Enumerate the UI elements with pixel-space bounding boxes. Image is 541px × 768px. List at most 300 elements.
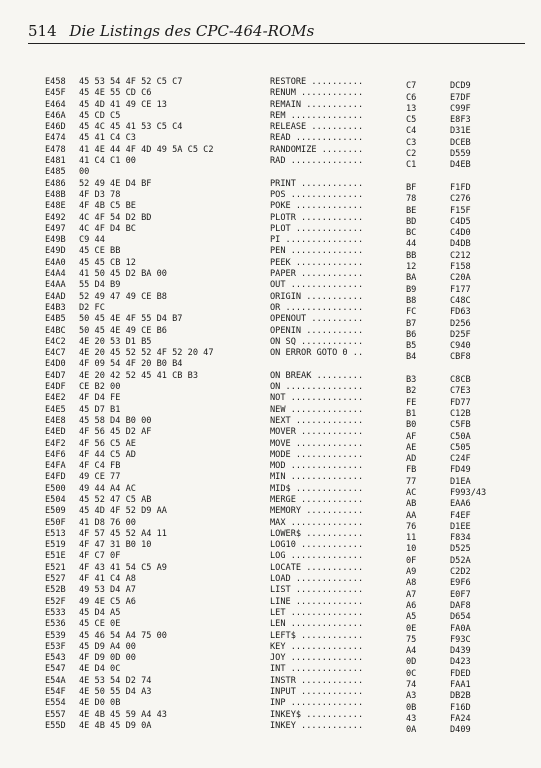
token-row — [270, 438, 525, 453]
token-code: 10 — [406, 544, 417, 555]
hex-address: E4FD — [45, 472, 66, 483]
hex-row — [45, 484, 260, 495]
hex-row — [45, 156, 260, 167]
hex-address: E533 — [45, 607, 66, 618]
token-code: A7 — [406, 589, 417, 600]
token-address: C940 — [450, 341, 471, 352]
token-name: LOG10 ............ — [270, 540, 364, 551]
token-address: E7DF — [450, 92, 471, 103]
token-row — [270, 427, 525, 442]
hex-bytes: 49 44 A4 AC — [79, 483, 136, 494]
token-address: D409 — [450, 725, 471, 736]
token-row — [270, 574, 525, 589]
token-code: BF — [406, 182, 417, 193]
token-address: E8F3 — [450, 115, 471, 126]
token-code: A4 — [406, 646, 417, 657]
hex-row — [45, 698, 260, 709]
token-row — [270, 257, 525, 273]
hex-row — [45, 122, 260, 133]
hex-address: E4FA — [45, 461, 66, 472]
token-row — [270, 144, 525, 160]
token-code: 77 — [406, 476, 417, 487]
token-code: 76 — [406, 521, 417, 532]
token-code: BA — [406, 273, 417, 284]
hex-address: E4AD — [45, 291, 66, 302]
token-row — [270, 528, 525, 544]
hex-row — [45, 179, 260, 190]
hex-row — [45, 77, 260, 88]
token-name: PI ............... — [270, 235, 364, 246]
hex-row — [45, 450, 260, 461]
token-name: PLOTR ............ — [270, 212, 364, 223]
hex-row — [45, 631, 260, 642]
token-row — [270, 619, 525, 634]
token-address: D525 — [450, 544, 471, 555]
hex-address: E486 — [45, 178, 66, 189]
token-row — [270, 698, 525, 713]
hex-row — [45, 100, 260, 111]
hex-address: E4E5 — [45, 404, 66, 415]
token-code: 44 — [406, 239, 417, 250]
hex-bytes: 4E 20 42 52 45 41 CB B3 — [79, 370, 198, 381]
hex-bytes: 45 58 D4 B0 00 — [79, 415, 152, 426]
token-address: C20A — [450, 273, 471, 284]
hex-address: E4A4 — [45, 269, 66, 280]
token-code: BE — [406, 205, 417, 216]
hex-address: E4C2 — [45, 336, 66, 347]
token-address: D256 — [450, 318, 471, 329]
token-name: MEMORY ........... — [270, 506, 364, 517]
token-address: E0F7 — [450, 589, 471, 600]
hex-row — [45, 393, 260, 404]
token-address: C276 — [450, 194, 471, 205]
hex-address: E513 — [45, 528, 66, 539]
hex-address: E48E — [45, 201, 66, 212]
token-row — [270, 675, 525, 691]
token-address: DAF8 — [450, 600, 471, 611]
token-code: B2 — [406, 386, 417, 397]
token-name: PAPER ............ — [270, 269, 364, 280]
token-code: C7 — [406, 81, 417, 92]
token-name: ORIGIN ........... — [270, 291, 364, 302]
token-code: B8 — [406, 295, 417, 306]
hex-bytes: 4E 50 55 D4 A3 — [79, 687, 152, 698]
token-address: D25F — [450, 329, 471, 340]
page-number: 514 — [28, 22, 57, 40]
token-code: A8 — [406, 578, 417, 589]
hex-address: E485 — [45, 167, 66, 178]
token-row — [270, 189, 525, 205]
token-address: FA0A — [450, 623, 471, 634]
token-address: C48C — [450, 295, 471, 306]
hex-bytes: 45 45 CB 12 — [79, 257, 136, 268]
page-header — [28, 22, 525, 44]
token-row — [270, 709, 525, 724]
hex-row — [45, 439, 260, 450]
token-row — [270, 201, 525, 216]
token-row — [270, 472, 525, 487]
hex-row — [45, 405, 260, 416]
token-code: C3 — [406, 137, 417, 148]
token-name: RELEASE .......... — [270, 122, 364, 133]
token-row — [270, 664, 525, 679]
token-row — [270, 449, 525, 465]
token-name: MID$ ............. — [270, 483, 364, 494]
token-code: C5 — [406, 115, 417, 126]
token-row — [270, 585, 525, 600]
token-code: AD — [406, 454, 417, 465]
hex-address: E4A0 — [45, 257, 66, 268]
token-address: F15F — [450, 205, 471, 216]
hex-address: E543 — [45, 653, 66, 664]
token-name: RENUM ............ — [270, 88, 364, 99]
hex-bytes: 41 D8 76 00 — [79, 517, 136, 528]
token-row — [270, 506, 525, 521]
token-code: AA — [406, 510, 417, 521]
hex-bytes: 52 49 47 49 CE B8 — [79, 291, 167, 302]
token-address: F177 — [450, 284, 471, 295]
hex-row — [45, 529, 260, 540]
hex-row — [45, 371, 260, 382]
token-address: C5FB — [450, 420, 471, 431]
hex-row — [45, 292, 260, 303]
token-code: 0D — [406, 657, 417, 668]
hex-address: E4F6 — [45, 449, 66, 460]
token-row — [270, 156, 525, 171]
token-address: F4EF — [450, 510, 471, 521]
token-address: C50A — [450, 431, 471, 442]
token-row — [270, 653, 525, 668]
hex-bytes: 55 D4 B9 — [79, 280, 121, 291]
token-row — [270, 540, 525, 555]
hex-bytes: 50 45 4E 49 CE B6 — [79, 325, 167, 336]
hex-bytes: C9 44 — [79, 235, 105, 246]
token-name: MIN .............. — [270, 472, 364, 483]
token-code: FB — [406, 465, 417, 476]
hex-row — [45, 303, 260, 314]
hex-address: E4C7 — [45, 348, 66, 359]
hex-address: E54F — [45, 687, 66, 698]
token-address: FA24 — [450, 713, 471, 724]
token-address: DCD9 — [450, 81, 471, 92]
token-row — [270, 235, 525, 250]
token-address: FD49 — [450, 465, 471, 476]
hex-bytes: 49 53 D4 A7 — [79, 585, 136, 596]
hex-bytes: 4F 57 45 52 A4 11 — [79, 528, 167, 539]
token-name: RESTORE .......... — [270, 77, 364, 87]
hex-row — [45, 653, 260, 664]
token-address: D439 — [450, 646, 471, 657]
hex-row — [45, 167, 260, 178]
hex-bytes: 45 52 47 C5 AB — [79, 494, 152, 505]
hex-row — [45, 235, 260, 246]
token-code: 0F — [406, 555, 417, 566]
token-row — [270, 687, 525, 702]
token-name: OUT .............. — [270, 280, 364, 291]
token-row — [270, 370, 525, 386]
token-name: RAD .............. — [270, 156, 364, 167]
token-row — [270, 280, 525, 295]
hex-bytes: 4E D4 0C — [79, 664, 121, 675]
hex-bytes: 45 CE 0E — [79, 619, 121, 630]
token-code: B1 — [406, 408, 417, 419]
token-address: C212 — [450, 250, 471, 261]
hex-address: E4E2 — [45, 393, 66, 404]
token-name: MOD .............. — [270, 461, 364, 472]
token-address: D1EE — [450, 521, 471, 532]
hex-bytes: 49 4E C5 A6 — [79, 596, 136, 607]
hex-address: E4DF — [45, 382, 66, 393]
hex-row — [45, 190, 260, 201]
token-address: C505 — [450, 442, 471, 453]
token-address: FDED — [450, 668, 471, 679]
hex-address: E50F — [45, 517, 66, 528]
token-row — [270, 494, 525, 510]
token-name: NEW .............. — [270, 404, 364, 415]
hex-row — [45, 472, 260, 483]
hex-row — [45, 246, 260, 257]
hex-bytes: 4E 20 53 D1 B5 — [79, 336, 152, 347]
hex-address: E519 — [45, 540, 66, 551]
hex-row — [45, 201, 260, 212]
token-code: FC — [406, 307, 417, 318]
token-name: NOT .............. — [270, 393, 364, 404]
hex-row — [45, 348, 260, 359]
hex-bytes: 45 4C 45 41 53 C5 C4 — [79, 122, 183, 133]
hex-bytes: 4E 53 54 D2 74 — [79, 675, 152, 686]
hex-bytes: 4C 4F D4 BC — [79, 223, 136, 234]
hex-address: E49D — [45, 246, 66, 257]
token-code: B3 — [406, 375, 417, 386]
token-code: C2 — [406, 149, 417, 160]
token-address: D4DB — [450, 239, 471, 250]
hex-bytes: D2 FC — [79, 302, 105, 313]
token-row — [270, 461, 525, 476]
token-address: DB2B — [450, 691, 471, 702]
token-code: B7 — [406, 318, 417, 329]
hex-row — [45, 687, 260, 698]
token-name: LOWER$ ........... — [270, 528, 364, 539]
token-address: F16D — [450, 702, 471, 713]
token-row — [270, 178, 525, 193]
hex-row — [45, 427, 260, 438]
hex-row — [45, 608, 260, 619]
hex-address: E474 — [45, 133, 66, 144]
token-name: PEN .............. — [270, 246, 364, 257]
hex-dump-column — [45, 77, 260, 732]
token-name: LET .............. — [270, 607, 364, 618]
token-name: ON SQ ............ — [270, 336, 364, 347]
hex-bytes: 52 49 4E D4 BF — [79, 178, 152, 189]
token-address: FAA1 — [450, 680, 471, 691]
hex-bytes: 4F C7 0F — [79, 551, 121, 562]
token-name: INKEY ............ — [270, 720, 364, 731]
token-row — [270, 302, 525, 318]
token-code: A3 — [406, 691, 417, 702]
token-address: F93C — [450, 634, 471, 645]
hex-row — [45, 88, 260, 99]
token-name: ON ............... — [270, 382, 364, 393]
hex-address: E481 — [45, 156, 66, 167]
hex-address: E557 — [45, 709, 66, 720]
token-address: D4EB — [450, 160, 471, 171]
hex-address: E4D7 — [45, 370, 66, 381]
hex-bytes: 4F 47 31 B0 10 — [79, 540, 152, 551]
token-row — [270, 720, 525, 736]
token-row — [270, 223, 525, 239]
token-address: DCEB — [450, 137, 471, 148]
hex-bytes: 4F 4B C5 BE — [79, 201, 136, 212]
hex-row — [45, 359, 260, 370]
token-code: 0B — [406, 702, 417, 713]
token-name: OR ............... — [270, 302, 364, 313]
hex-row — [45, 224, 260, 235]
token-row — [270, 99, 525, 114]
token-code: 0A — [406, 725, 417, 736]
token-row — [270, 325, 525, 340]
token-address: C7E3 — [450, 386, 471, 397]
token-row — [270, 291, 525, 306]
hex-row — [45, 269, 260, 280]
hex-row — [45, 314, 260, 325]
token-address: F834 — [450, 533, 471, 544]
token-name: LOG .............. — [270, 551, 364, 562]
hex-bytes: 45 41 C4 C3 — [79, 133, 136, 144]
token-name: MOVER ............ — [270, 427, 364, 438]
token-name: PLOT ............. — [270, 223, 364, 234]
token-row — [270, 393, 525, 408]
hex-address: E4AA — [45, 280, 66, 291]
hex-address: E52B — [45, 585, 66, 596]
token-name: MOVE ............. — [270, 438, 364, 449]
hex-row — [45, 597, 260, 608]
hex-address: E497 — [45, 223, 66, 234]
hex-row — [45, 518, 260, 529]
hex-address: E4D0 — [45, 359, 66, 370]
hex-row — [45, 337, 260, 348]
hex-bytes: 45 46 54 A4 75 00 — [79, 630, 167, 641]
token-name: LINE ............. — [270, 596, 364, 607]
token-name: ON BREAK ......... — [270, 370, 364, 381]
hex-address: E547 — [45, 664, 66, 675]
hex-bytes: 49 CE 77 — [79, 472, 121, 483]
token-name: KEY .............. — [270, 641, 364, 652]
token-row — [270, 246, 525, 261]
token-code: FE — [406, 397, 417, 408]
hex-address: E53F — [45, 641, 66, 652]
token-row — [270, 382, 525, 397]
token-name: JOY .............. — [270, 653, 364, 664]
token-row — [270, 77, 525, 92]
hex-bytes: 45 D4 A5 — [79, 607, 121, 618]
token-code: A6 — [406, 600, 417, 611]
hex-row — [45, 495, 260, 506]
token-name: INKEY$ ........... — [270, 709, 364, 720]
token-name: LEN .............. — [270, 619, 364, 630]
token-code: A9 — [406, 567, 417, 578]
token-code: C6 — [406, 92, 417, 103]
token-name: INT .............. — [270, 664, 364, 675]
token-address: D423 — [450, 657, 471, 668]
token-address: C24F — [450, 454, 471, 465]
token-code: 0C — [406, 668, 417, 679]
token-name: POKE ............. — [270, 201, 364, 212]
token-row — [270, 630, 525, 645]
hex-bytes: 4F 09 54 4F 20 B0 B4 — [79, 359, 183, 370]
hex-bytes: 4E 20 45 52 52 4F 52 20 47 — [79, 348, 214, 359]
token-address: FD63 — [450, 307, 471, 318]
hex-address: E492 — [45, 212, 66, 223]
hex-bytes: 45 D9 A4 00 — [79, 641, 136, 652]
hex-address: E46A — [45, 110, 66, 121]
token-address: CBF8 — [450, 352, 471, 363]
token-row — [270, 483, 525, 498]
token-name: LIST ............. — [270, 585, 364, 596]
page-title: Die Listings des CPC-464-ROMs — [69, 22, 315, 40]
hex-address: E45F — [45, 88, 66, 99]
token-address: FD77 — [450, 397, 471, 408]
token-address: D31E — [450, 126, 471, 137]
hex-row — [45, 721, 260, 732]
hex-address: E521 — [45, 562, 66, 573]
token-code: B6 — [406, 329, 417, 340]
token-address: D559 — [450, 149, 471, 160]
hex-bytes: 4F 56 C5 AE — [79, 438, 136, 449]
token-address: D1EA — [450, 476, 471, 487]
hex-bytes: 4E 4B 45 D9 0A — [79, 720, 152, 731]
hex-address: E55D — [45, 720, 66, 731]
token-code: 78 — [406, 194, 417, 205]
token-row — [270, 596, 525, 611]
token-address: EAA6 — [450, 499, 471, 510]
hex-bytes: 41 50 45 D2 BA 00 — [79, 269, 167, 280]
hex-address: E554 — [45, 698, 66, 709]
token-address: F993/43 — [450, 487, 487, 498]
hex-bytes: 4F C4 FB — [79, 461, 121, 472]
token-code: AF — [406, 431, 417, 442]
token-code: 11 — [406, 533, 417, 544]
hex-bytes: 41 4E 44 4F 4D 49 5A C5 C2 — [79, 144, 214, 155]
hex-row — [45, 258, 260, 269]
hex-row — [45, 540, 260, 551]
hex-address: E4B5 — [45, 314, 66, 325]
token-address: D52A — [450, 555, 471, 566]
hex-bytes: 4F D3 78 — [79, 189, 121, 200]
token-address: F1FD — [450, 182, 471, 193]
token-address: C2D2 — [450, 567, 471, 578]
hex-row — [45, 111, 260, 122]
hex-row — [45, 416, 260, 427]
hex-row — [45, 664, 260, 675]
token-table-column — [270, 77, 525, 736]
token-row — [270, 336, 525, 352]
token-code: 13 — [406, 103, 417, 114]
token-code: B4 — [406, 352, 417, 363]
token-row — [270, 607, 525, 623]
token-row — [270, 133, 525, 148]
token-address: C4D5 — [450, 216, 471, 227]
token-row — [270, 404, 525, 419]
token-code: B5 — [406, 341, 417, 352]
hex-row — [45, 710, 260, 721]
hex-row — [45, 676, 260, 687]
hex-address: E509 — [45, 506, 66, 517]
hex-address: E539 — [45, 630, 66, 641]
token-code: C4 — [406, 126, 417, 137]
token-row — [270, 110, 525, 126]
hex-bytes: CE B2 00 — [79, 382, 121, 393]
token-code: C1 — [406, 160, 417, 171]
